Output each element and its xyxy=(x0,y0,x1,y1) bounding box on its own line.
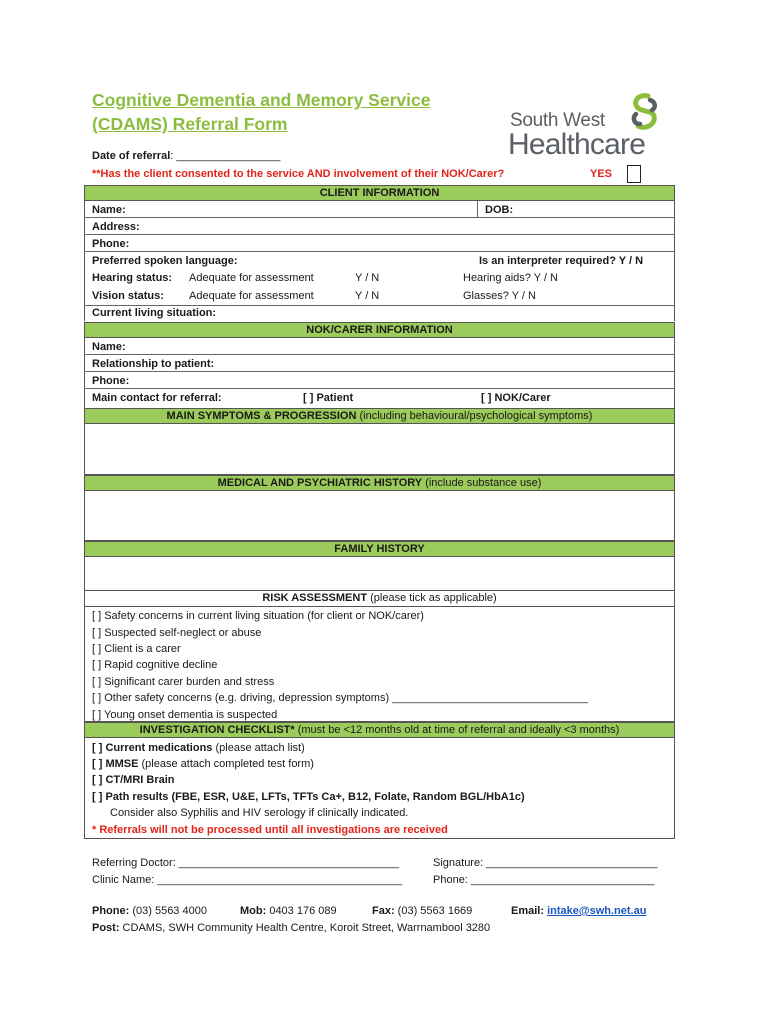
logo-text-large: Healthcare xyxy=(508,128,646,161)
risk-item-young-onset[interactable]: [ ] Young onset dementia is suspected xyxy=(92,709,278,721)
investigation-heading-note: (must be <12 months old at time of referral and ideally <3 months) xyxy=(294,724,620,736)
vision-status-value: Adequate for assessment xyxy=(189,290,314,302)
form-title-line1: Cognitive Dementia and Memory Service xyxy=(92,90,431,110)
family-history-heading xyxy=(84,541,675,557)
investigation-checklist-heading xyxy=(84,722,675,738)
main-symptoms-heading xyxy=(84,408,675,424)
interpreter-question[interactable]: Is an interpreter required? Y / N xyxy=(479,255,644,267)
checklist-item-name: CT/MRI Brain xyxy=(105,774,175,786)
referring-doctor-field[interactable]: Referring Doctor: ____________________________________ xyxy=(92,857,400,869)
risk-item-other-safety[interactable]: [ ] Other safety concerns (e.g. driving, depression symptoms) ________________________________ xyxy=(92,692,588,704)
name-dob-divider xyxy=(477,201,478,218)
vision-status-label: Vision status: xyxy=(92,290,164,302)
checklist-path-note: Consider also Syphilis and HIV serology if clinically indicated. xyxy=(110,807,409,819)
checklist-item-name: Current medications xyxy=(105,742,213,754)
family-history-heading-text: FAMILY HISTORY xyxy=(334,543,425,555)
consent-question: **Has the client consented to the service AND involvement of their NOK/Carer? xyxy=(92,168,505,180)
checklist-current-medications[interactable] xyxy=(92,741,305,755)
client-info-heading-text: CLIENT INFORMATION xyxy=(319,187,440,199)
contact-phone-value: (03) 5563 4000 xyxy=(129,905,207,917)
nok-row-name xyxy=(84,338,675,355)
glasses-option[interactable]: Glasses? Y / N xyxy=(463,290,536,302)
date-of-referral-field[interactable]: : _________________ xyxy=(170,150,281,162)
main-contact-carer-checkbox[interactable]: [ ] NOK/Carer xyxy=(481,392,551,404)
form-title xyxy=(92,88,472,136)
client-row-vision xyxy=(84,287,675,306)
risk-assessment-heading-note: (please tick as applicable) xyxy=(367,592,497,604)
client-phone-label[interactable]: Phone: xyxy=(92,238,130,250)
checklist-item-note: (please attach completed test form) xyxy=(138,758,314,770)
contact-mob-value: 0403 176 089 xyxy=(266,905,337,917)
nok-relationship-label[interactable]: Relationship to patient: xyxy=(92,358,215,370)
logo-text-small: South West xyxy=(510,110,605,131)
checkbox-brackets[interactable]: [ ] xyxy=(92,791,103,803)
risk-item-safety-concerns[interactable]: [ ] Safety concerns in current living situation (for client or NOK/carer) xyxy=(92,610,424,622)
clinic-name-field[interactable]: Clinic Name: ________________________________________ xyxy=(92,874,403,886)
contact-phone-label: Phone: xyxy=(92,905,130,917)
main-contact-patient-checkbox[interactable]: [ ] Patient xyxy=(303,392,354,404)
main-symptoms-heading-note: (including behavioural/psychological symptoms) xyxy=(356,410,593,422)
hearing-status-label: Hearing status: xyxy=(92,272,173,284)
checkbox-brackets[interactable]: [ ] xyxy=(92,742,103,754)
nok-row-phone xyxy=(84,372,675,389)
medical-history-heading-note: (include substance use) xyxy=(422,477,542,489)
checklist-item-note: (please attach list) xyxy=(212,742,305,754)
south-west-healthcare-logo xyxy=(508,92,678,164)
client-name-label[interactable]: Name: xyxy=(92,204,126,216)
contact-mob-label: Mob: xyxy=(240,905,267,917)
contact-details-line xyxy=(92,904,207,918)
form-title-line2: (CDAMS) Referral Form xyxy=(92,114,288,134)
checkbox-brackets[interactable]: [ ] xyxy=(92,774,103,786)
nok-phone-label[interactable]: Phone: xyxy=(92,375,130,387)
contact-post-label: Post: xyxy=(92,922,120,934)
client-row-address xyxy=(84,218,675,235)
main-symptoms-textarea[interactable] xyxy=(84,424,675,475)
hearing-aids-option[interactable]: Hearing aids? Y / N xyxy=(463,272,558,284)
consent-yes-label: YES xyxy=(590,168,613,180)
living-situation-label[interactable]: Current living situation: xyxy=(92,307,217,319)
medical-history-textarea[interactable] xyxy=(84,491,675,541)
risk-item-carer-burden[interactable]: [ ] Significant carer burden and stress xyxy=(92,676,275,688)
checkbox-brackets[interactable]: [ ] xyxy=(92,758,103,770)
contact-fax-label: Fax: xyxy=(372,905,395,917)
client-dob-label[interactable]: DOB: xyxy=(485,204,514,216)
nok-name-label[interactable]: Name: xyxy=(92,341,126,353)
medical-history-heading-bold: MEDICAL AND PSYCHIATRIC HISTORY xyxy=(217,477,423,489)
risk-assessment-heading xyxy=(84,591,675,607)
contact-mob xyxy=(240,904,337,918)
contact-fax-value: (03) 5563 1669 xyxy=(394,905,473,917)
risk-item-rapid-decline[interactable]: [ ] Rapid cognitive decline xyxy=(92,659,218,671)
checklist-item-name: Path results (FBE, ESR, U&E, LFTs, TFTs Ca+, B12, Folate, Random BGL/HbA1c) xyxy=(105,791,525,803)
contact-email-label: Email: xyxy=(511,905,545,917)
date-of-referral-label: Date of referral xyxy=(92,150,171,162)
contact-fax xyxy=(372,904,472,918)
risk-item-self-neglect[interactable]: [ ] Suspected self-neglect or abuse xyxy=(92,627,262,639)
checklist-ct-mri[interactable] xyxy=(92,773,175,787)
hearing-yn-option[interactable]: Y / N xyxy=(355,272,380,284)
client-row-phone xyxy=(84,235,675,252)
hearing-status-value: Adequate for assessment xyxy=(189,272,314,284)
contact-post-value: CDAMS, SWH Community Health Centre, Koroit Street, Warrnambool 3280 xyxy=(119,922,491,934)
investigation-heading-bold: INVESTIGATION CHECKLIST* xyxy=(139,724,295,736)
client-row-name xyxy=(84,201,675,218)
nok-info-heading xyxy=(84,322,675,338)
date-of-referral-line xyxy=(92,149,280,163)
client-info-heading xyxy=(84,185,675,201)
client-language-label[interactable]: Preferred spoken language: xyxy=(92,255,238,267)
signature-field[interactable]: Signature: ____________________________ xyxy=(433,857,658,869)
investigation-warning: * Referrals will not be processed until all investigations are received xyxy=(92,824,448,836)
logo-swirl-icon xyxy=(626,92,662,132)
checklist-path-results[interactable] xyxy=(92,790,525,804)
risk-assessment-heading-bold: RISK ASSESSMENT xyxy=(262,592,368,604)
consent-yes-checkbox[interactable] xyxy=(627,165,641,183)
main-contact-label: Main contact for referral: xyxy=(92,392,222,404)
contact-email-link[interactable]: intake@swh.net.au xyxy=(547,905,647,917)
nok-info-heading-text: NOK/CARER INFORMATION xyxy=(306,324,453,336)
family-history-textarea[interactable] xyxy=(84,557,675,591)
main-symptoms-heading-bold: MAIN SYMPTOMS & PROGRESSION xyxy=(166,410,357,422)
checklist-item-name: MMSE xyxy=(105,758,139,770)
vision-yn-option[interactable]: Y / N xyxy=(355,290,380,302)
medical-history-heading xyxy=(84,475,675,491)
contact-post xyxy=(92,921,490,935)
clinic-phone-field[interactable]: Phone: ______________________________ xyxy=(433,874,655,886)
client-address-label[interactable]: Address: xyxy=(92,221,140,233)
checklist-mmse[interactable] xyxy=(92,757,314,771)
contact-email xyxy=(511,904,646,918)
risk-item-client-carer[interactable]: [ ] Client is a carer xyxy=(92,643,181,655)
